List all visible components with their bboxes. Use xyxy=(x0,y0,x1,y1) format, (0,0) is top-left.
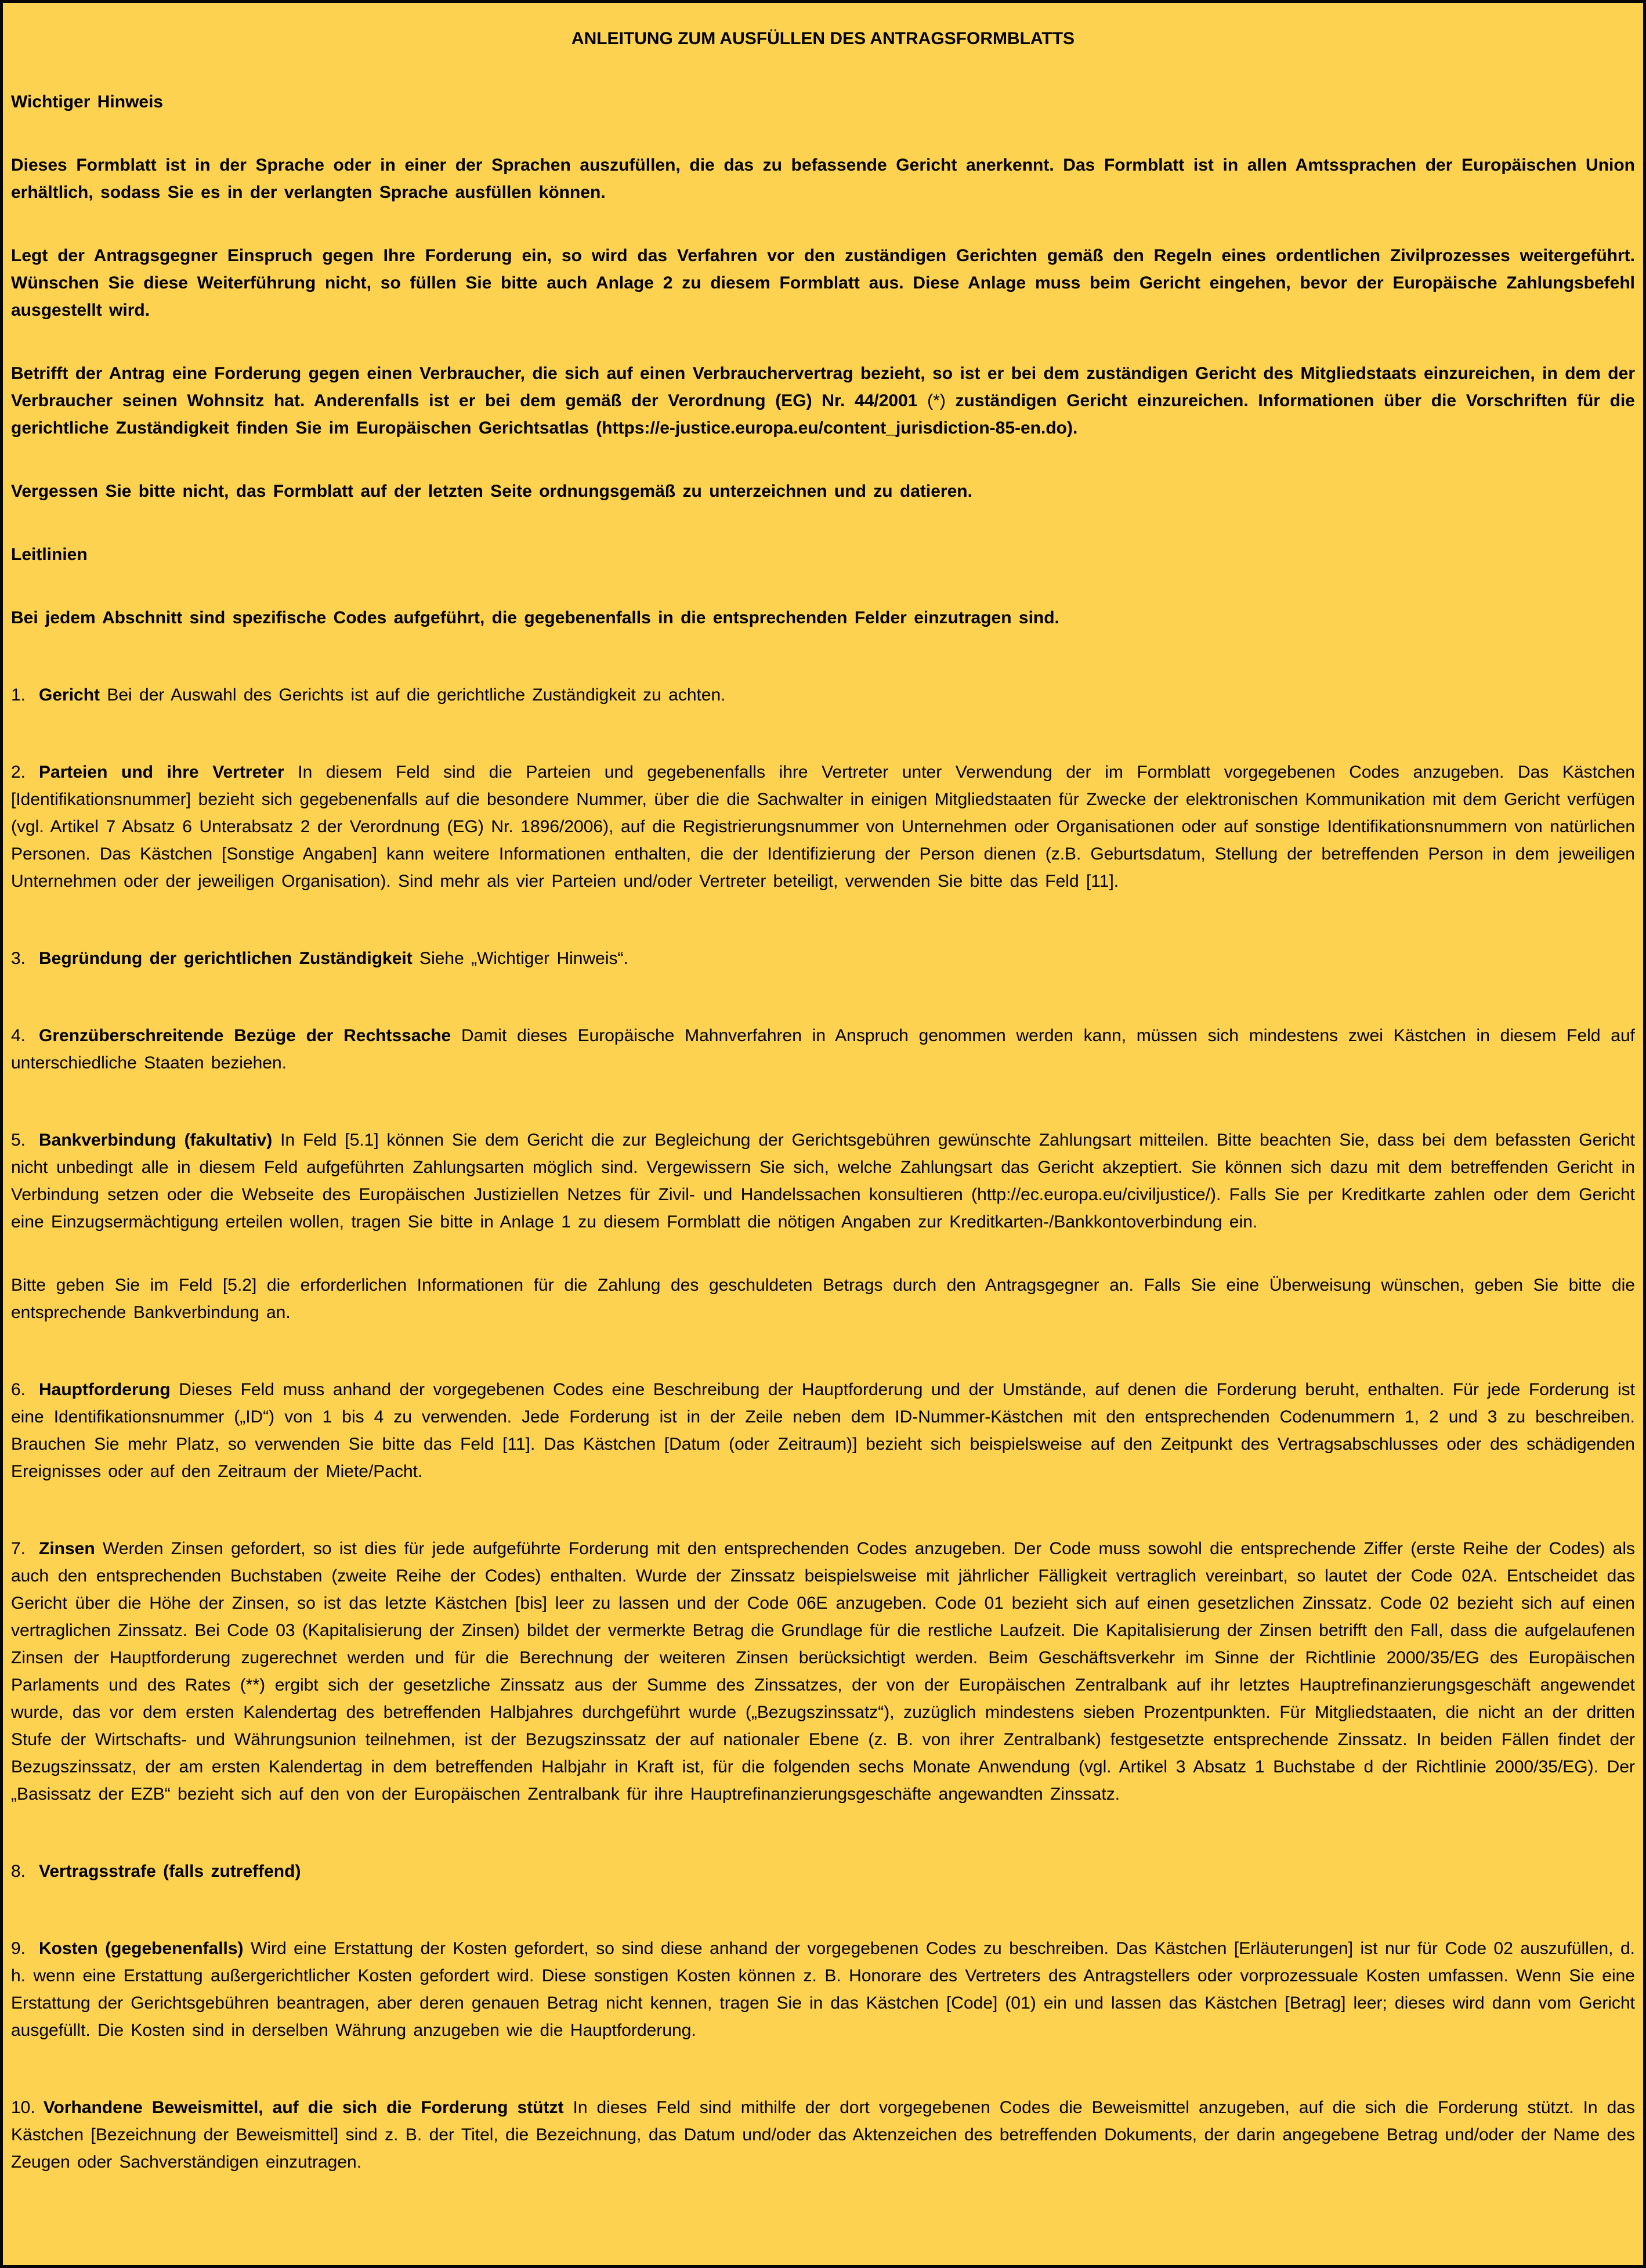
item-number: 1. xyxy=(11,685,26,705)
list-item-bankverbindung xyxy=(11,1126,1635,1236)
footnote-ref-star: (*) xyxy=(927,391,946,410)
page-title: ANLEITUNG ZUM AUSFÜLLEN DES ANTRAGSFORMBLATTS xyxy=(571,29,1075,48)
list-item-gericht xyxy=(11,681,1635,709)
item-body: Dieses Feld muss anhand der vorgegebenen Codes eine Beschreibung der Hauptforderung und der Umstände, auf denen die Forderung beruht, enthalten. Für jede Forderung ist eine Identifikationsnummer („ID“) von 1 bis 4 zu verwenden. Jede Forderung ist in der Zeile neben dem ID-Nummer-Kästchen mit den entsprechenden Codenummern 1, 2 und 3 zu beschreiben. Brauchen Sie mehr Platz, so verwenden Sie bitte das Feld [11]. Das Kästchen [Datum (oder Zeitraum)] bezieht sich beispielsweise auf den Zeitpunkt des Vertragsabschlusses oder des schädigenden Ereignisses oder auf den Zeitraum der Miete/Pacht. xyxy=(11,1380,1635,1481)
paragraph-consumer-text-before: Betrifft der Antrag eine Forderung gegen einen Verbraucher, die sich auf einen Verbrauchervertrag bezieht, so ist er bei dem zuständigen Gericht des Mitgliedstaats einzureichen, in dem der Verbraucher seinen Wohnsitz hat. Anderenfalls ist er bei dem gemäß der Verordnung (EG) Nr. 44/2001 xyxy=(11,364,1635,410)
item-body: Werden Zinsen gefordert, so ist dies für jede aufgeführte Forderung mit den entsprechenden Codes anzugeben. Der Code muss sowohl die entsprechende Ziffer (erste Reihe der Codes) als auch den entsprechenden Buchstaben (zweite Reihe der Codes) enthalten. Wurde der Zinssatz beispielsweise mit jährlicher Fälligkeit vertraglich vereinbart, so lautet der Code 02A. Entscheidet das Gericht über die Höhe der Zinsen, so ist das letzte Kästchen [bis] leer zu lassen und der Code 06E anzugeben. Code 01 bezieht sich auf einen gesetzlichen Zinssatz. Code 02 bezieht sich auf einen vertraglichen Zinssatz. Bei Code 03 (Kapitalisierung der Zinsen) bildet der vermerkte Betrag die Grundlage für die restliche Laufzeit. Die Kapitalisierung der Zinsen betrifft den Fall, dass die aufgelaufenen Zinsen der Hauptforderung zugerechnet werden und für die Berechnung der weiteren Zinsen berücksichtigt werden. Beim Geschäftsverkehr im Sinne der Richtlinie 2000/35/EG des Europäischen Parlaments und des Rates (**) ergibt sich der gesetzliche Zinssatz aus der Summe des Zinssatzes, der von der Europäischen Zentralbank auf ihr letztes Hauptrefinanzierungsgeschäft angewendet wurde, das vor dem ersten Kalendertag des betreffenden Halbjahres durchgeführt wurde („Bezugszinssatz“), zuzüglich mindestens sieben Prozentpunkten. Für Mitgliedstaaten, die nicht an der dritten Stufe der Wirtschafts- und Währungsunion teilnehmen, ist der Bezugszinssatz der auf nationaler Ebene (z. B. von ihrer Zentralbank) festgesetzte entsprechende Zinssatz. In beiden Fällen findet der Bezugszinssatz, der am ersten Kalendertag in dem betreffenden Halbjahr in Kraft ist, für die folgenden sechs Monate Anwendung (vgl. Artikel 3 Absatz 1 Buchstabe d der Richtlinie 2000/35/EG). Der „Basissatz der EZB“ bezieht sich auf den von der Europäischen Zentralbank für ihre Hauptrefinanzierungsgeschäfte angewandten Zinssatz. xyxy=(11,1539,1635,1804)
item-body: Siehe „Wichtiger Hinweis“. xyxy=(412,949,628,968)
item-lead: Zinsen xyxy=(39,1539,95,1558)
important-note-heading: Wichtiger Hinweis xyxy=(11,92,164,111)
item-body: Damit dieses Europäische Mahnverfahren in Anspruch genommen werden kann, müssen sich mindestens zwei Kästchen in diesem Feld auf unterschiedliche Staaten beziehen. xyxy=(11,1026,1635,1072)
paragraph-consumer-jurisdiction xyxy=(11,360,1635,442)
item-lead: Kosten (gegebenenfalls) xyxy=(39,1939,244,1958)
item-lead: Bankverbindung (fakultativ) xyxy=(39,1131,273,1150)
item-number: 10. xyxy=(11,2098,35,2117)
item-body: In dieses Feld sind mithilfe der dort vorgegebenen Codes die Beweismittel anzugeben, auf die sich die Forderung stützt. In das Kästchen [Bezeichnung der Beweismittel] sind z. B. der Titel, die Bezeichnung, das Datum und/oder das Aktenzeichen des betreffenden Dokuments, der darin angegebene Betrag und/oder der Name des Zeugen oder Sachverständigen einzutragen. xyxy=(11,2098,1635,2172)
item-number: 3. xyxy=(11,949,26,968)
paragraph-opposition: Legt der Antragsgegner Einspruch gegen Ihre Forderung ein, so wird das Verfahren vor den zuständigen Gerichten gemäß den Regeln eines ordentlichen Zivilprozesses weitergeführt. Wünschen Sie diese Weiterführung nicht, so füllen Sie bitte auch Anlage 2 zu diesem Formblatt aus. Diese Anlage muss beim Gericht eingehen, bevor der Europäische Zahlungsbefehl ausgestellt wird. xyxy=(11,246,1635,320)
item-lead: Parteien und ihre Vertreter xyxy=(39,763,284,782)
item-body: Bei der Auswahl des Gerichts ist auf die gerichtliche Zuständigkeit zu achten. xyxy=(100,685,726,705)
list-item-beweismittel xyxy=(11,2094,1635,2176)
list-item-vertragsstrafe xyxy=(11,1858,1635,1885)
item-number: 2. xyxy=(11,763,26,782)
item-number: 7. xyxy=(11,1539,26,1558)
item-lead: Begründung der gerichtlichen Zuständigkeit xyxy=(39,949,413,968)
paragraph-language: Dieses Formblatt ist in der Sprache oder in einer der Sprachen auszufüllen, die das zu befassende Gericht anerkennt. Das Formblatt ist in allen Amtssprachen der Europäischen Union erhältlich, sodass Sie es in der verlangten Sprache ausfüllen können. xyxy=(11,156,1635,202)
item-lead: Hauptforderung xyxy=(39,1380,171,1399)
item-number: 6. xyxy=(11,1380,26,1399)
list-item-hauptforderung xyxy=(11,1376,1635,1485)
guidelines-intro: Bei jedem Abschnitt sind spezifische Codes aufgeführt, die gegebenenfalls in die entsprechenden Felder einzutragen sind. xyxy=(11,608,1059,627)
paragraph-field-5-2: Bitte geben Sie im Feld [5.2] die erforderlichen Informationen für die Zahlung des geschuldeten Betrags durch den Antragsgegner an. Falls Sie eine Überweisung wünschen, geben Sie bitte die entsprechende Bankverbindung an. xyxy=(11,1276,1635,1322)
item-lead: Vertragsstrafe (falls zutreffend) xyxy=(39,1862,301,1881)
paragraph-consumer-text-after: zuständigen Gericht einzureichen. Informationen über die Vorschriften für die gerichtliche Zuständigkeit finden Sie im Europäischen Gerichtsatlas (https://e-justice.europa.eu/content_jurisdiction-85-en.do). xyxy=(11,391,1635,438)
item-number: 8. xyxy=(11,1862,26,1881)
paragraph-sign-and-date: Vergessen Sie bitte nicht, das Formblatt auf der letzten Seite ordnungsgemäß zu unterzeichnen und zu datieren. xyxy=(11,482,972,501)
list-item-parteien xyxy=(11,759,1635,895)
guidelines-heading: Leitlinien xyxy=(11,545,88,564)
item-lead: Vorhandene Beweismittel, auf die sich die Forderung stützt xyxy=(43,2098,564,2117)
list-item-kosten xyxy=(11,1935,1635,2044)
item-lead: Grenzüberschreitende Bezüge der Rechtssache xyxy=(39,1026,451,1045)
item-number: 4. xyxy=(11,1026,26,1045)
list-item-begruendung xyxy=(11,945,1635,972)
item-body: Wird eine Erstattung der Kosten gefordert, so sind diese anhand der vorgegebenen Codes zu beschreiben. Das Kästchen [Erläuterungen] ist nur für Code 02 auszufüllen, d. h. wenn eine Erstattung außergerichtlicher Kosten gefordert wird. Diese sonstigen Kosten können z. B. Honorare des Vertreters des Antragstellers oder vorprozessuale Kosten umfassen. Wenn Sie eine Erstattung der Gerichtsgebühren beantragen, aber deren genauen Betrag nicht kennen, tragen Sie in das Kästchen [Code] (01) ein und lassen das Kästchen [Betrag] leer; dieses wird dann vom Gericht ausgefüllt. Die Kosten sind in derselben Währung anzugeben wie die Hauptforderung. xyxy=(11,1939,1635,2040)
item-body: In Feld [5.1] können Sie dem Gericht die zur Begleichung der Gerichtsgebühren gewünschte Zahlungsart mitteilen. Bitte beachten Sie, dass bei dem befassten Gericht nicht unbedingt alle in diesem Feld aufgeführten Zahlungsarten möglich sind. Vergewissern Sie sich, welche Zahlungsart das Gericht akzeptiert. Sie können sich dazu mit dem betreffenden Gericht in Verbindung setzen oder die Webseite des Europäischen Justiziellen Netzes für Zivil- und Handelssachen konsultieren (http://ec.europa.eu/civiljustice/). Falls Sie per Kreditkarte zahlen oder dem Gericht eine Einzugsermächtigung erteilen wollen, tragen Sie bitte in Anlage 1 zu diesem Formblatt die nötigen Angaben zur Kreditkarten-/Bankkontoverbindung ein. xyxy=(11,1131,1635,1231)
item-body: In diesem Feld sind die Parteien und gegebenenfalls ihre Vertreter unter Verwendung der im Formblatt vorgegebenen Codes anzugeben. Das Kästchen [Identifikationsnummer] bezieht sich gegebenenfalls auf die besondere Nummer, über die die Sachwalter in einigen Mitgliedstaaten für Zwecke der elektronischen Kommunikation mit dem Gericht verfügen (vgl. Artikel 7 Absatz 6 Unterabsatz 2 der Verordnung (EG) Nr. 1896/2006), auf die Registrierungsnummer von Unternehmen oder Organisationen oder auf sonstige Identifikationsnummern von natürlichen Personen. Das Kästchen [Sonstige Angaben] kann weitere Informationen enthalten, die der Identifizierung der Person dienen (z.B. Geburtsdatum, Stellung der betreffenden Person in dem jeweiligen Unternehmen oder der jeweiligen Organisation). Sind mehr als vier Parteien und/oder Vertreter beteiligt, verwenden Sie bitte das Feld [11]. xyxy=(11,763,1635,891)
item-number: 5. xyxy=(11,1131,26,1150)
list-item-zinsen xyxy=(11,1535,1635,1808)
item-lead: Gericht xyxy=(39,685,100,705)
item-number: 9. xyxy=(11,1939,26,1958)
list-item-grenzueberschreitend xyxy=(11,1022,1635,1077)
